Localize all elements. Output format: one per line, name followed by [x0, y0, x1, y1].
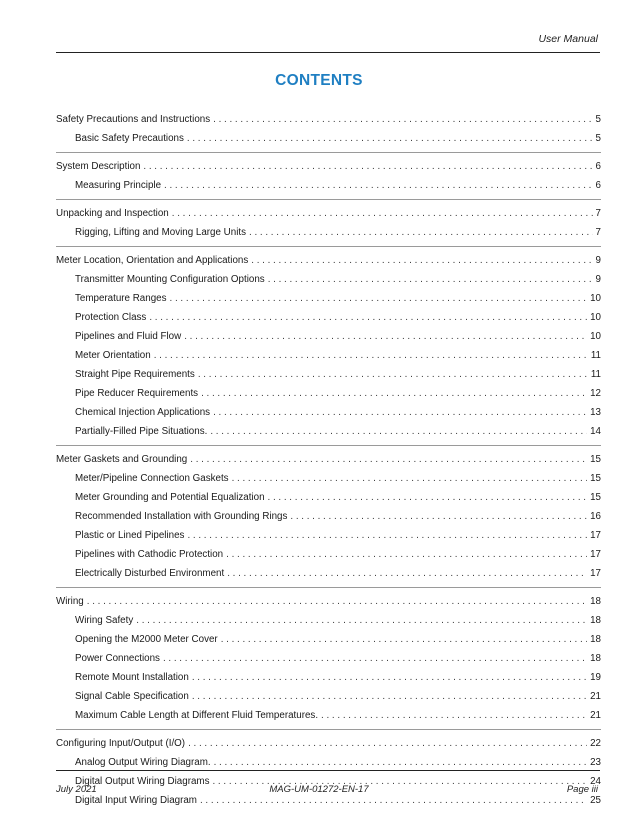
footer-doc-number: MAG-UM-01272-EN-17 [269, 784, 369, 795]
toc-dot-leader [251, 251, 592, 270]
toc-entry-page: 15 [590, 473, 601, 484]
toc-subentry[interactable] [56, 223, 601, 242]
toc-entry-title: Protection Class [75, 312, 147, 323]
toc-subentry[interactable] [56, 176, 601, 195]
toc-entry[interactable] [56, 157, 601, 176]
toc-section [56, 592, 601, 730]
footer-rule [56, 770, 600, 771]
toc-entry-title: Pipelines with Cathodic Protection [75, 549, 224, 560]
toc-entry[interactable] [56, 592, 601, 611]
toc-dot-leader [210, 422, 587, 441]
toc-entry-page: 15 [590, 492, 601, 503]
toc-dot-leader [321, 706, 587, 725]
toc-subentry[interactable] [56, 327, 601, 346]
toc-entry-title: Wiring [56, 596, 84, 607]
toc-entry-page: 25 [590, 795, 601, 806]
toc-dot-leader [187, 129, 593, 148]
toc-entry-page: 21 [590, 691, 601, 702]
toc-entry-title: Pipelines and Fluid Flow [75, 331, 182, 342]
toc-entry-page: 18 [590, 596, 601, 607]
toc-dot-leader [149, 308, 587, 327]
table-of-contents [56, 110, 601, 818]
toc-entry-title: Rigging, Lifting and Moving Large Units [75, 227, 247, 238]
toc-subentry[interactable] [56, 706, 601, 725]
toc-subentry[interactable] [56, 129, 601, 148]
toc-entry-title: Straight Pipe Requirements [75, 369, 195, 380]
toc-entry-title: Measuring Principle [75, 180, 162, 191]
toc-section [56, 204, 601, 247]
toc-entry-page: 16 [590, 511, 601, 522]
toc-entry-page: 14 [590, 426, 601, 437]
toc-entry-title: Transmitter Mounting Configuration Options [75, 274, 265, 285]
toc-subentry[interactable] [56, 289, 601, 308]
toc-entry-title: Meter Grounding and Potential Equalization [75, 492, 265, 503]
toc-entry-title: Plastic or Lined Pipelines [75, 530, 185, 541]
toc-section [56, 734, 601, 814]
toc-entry-title: Partially-Filled Pipe Situations. [75, 426, 208, 437]
toc-entry-page: 11 [590, 350, 601, 361]
toc-entry-page: 18 [590, 615, 601, 626]
toc-subentry[interactable] [56, 526, 601, 545]
toc-entry-page: 6 [595, 161, 601, 172]
toc-entry-page: 7 [595, 208, 601, 219]
toc-subentry[interactable] [56, 403, 601, 422]
toc-subentry[interactable] [56, 488, 601, 507]
toc-section [56, 157, 601, 200]
toc-subentry[interactable] [56, 630, 601, 649]
toc-dot-leader [198, 365, 588, 384]
toc-dot-leader [268, 270, 593, 289]
toc-entry-title: System Description [56, 161, 141, 172]
toc-entry-title: Digital Input Wiring Diagram [75, 795, 197, 806]
toc-entry-title: Meter/Pipeline Connection Gaskets [75, 473, 229, 484]
toc-entry-title: Remote Mount Installation [75, 672, 189, 683]
toc-entry-page: 10 [590, 331, 601, 342]
toc-subentry[interactable] [56, 545, 601, 564]
toc-entry-title: Meter Gaskets and Grounding [56, 454, 188, 465]
toc-entry-page: 7 [595, 227, 601, 238]
toc-entry[interactable] [56, 204, 601, 223]
toc-entry-page: 12 [590, 388, 601, 399]
toc-dot-leader [136, 611, 587, 630]
toc-dot-leader [201, 384, 587, 403]
toc-entry-title: Configuring Input/Output (I/O) [56, 738, 186, 749]
toc-entry-title: Meter Orientation [75, 350, 151, 361]
toc-entry-page: 18 [590, 634, 601, 645]
toc-entry-page: 17 [590, 530, 601, 541]
toc-subentry[interactable] [56, 507, 601, 526]
toc-entry-page: 9 [595, 274, 601, 285]
toc-entry-title: Safety Precautions and Instructions [56, 114, 211, 125]
toc-entry-title: Power Connections [75, 653, 160, 664]
toc-subentry[interactable] [56, 346, 601, 365]
toc-entry-page: 5 [595, 133, 601, 144]
toc-section [56, 110, 601, 153]
toc-entry-page: 5 [595, 114, 601, 125]
toc-entry-page: 11 [590, 369, 601, 380]
toc-dot-leader [232, 469, 588, 488]
toc-entry-title: Wiring Safety [75, 615, 134, 626]
footer-page-number: Page iii [566, 784, 598, 795]
toc-entry-title: Temperature Ranges [75, 293, 167, 304]
toc-dot-leader [170, 289, 588, 308]
toc-dot-leader [154, 346, 588, 365]
toc-entry-page: 23 [590, 757, 601, 768]
header-label: User Manual [538, 33, 598, 45]
toc-entry-page: 6 [595, 180, 601, 191]
toc-entry[interactable] [56, 450, 601, 469]
toc-dot-leader [187, 526, 587, 545]
toc-dot-leader [268, 488, 588, 507]
toc-subentry[interactable] [56, 469, 601, 488]
toc-subentry[interactable] [56, 365, 601, 384]
toc-section [56, 251, 601, 446]
toc-entry-page: 10 [590, 312, 601, 323]
toc-dot-leader [249, 223, 593, 242]
toc-entry-page: 18 [590, 653, 601, 664]
toc-entry-page: 17 [590, 568, 601, 579]
toc-dot-leader [172, 204, 593, 223]
toc-entry-page: 17 [590, 549, 601, 560]
toc-dot-leader [163, 649, 587, 668]
toc-dot-leader [290, 507, 587, 526]
toc-dot-leader [184, 327, 587, 346]
toc-dot-leader [226, 545, 587, 564]
toc-entry-title: Analog Output Wiring Diagram. [75, 757, 211, 768]
toc-dot-leader [213, 403, 587, 422]
toc-dot-leader [188, 734, 587, 753]
footer-date: July 2021 [56, 784, 97, 795]
toc-entry-title: Recommended Installation with Grounding Rings [75, 511, 288, 522]
toc-dot-leader [221, 630, 587, 649]
toc-subentry[interactable] [56, 611, 601, 630]
toc-entry-title: Electrically Disturbed Environment [75, 568, 225, 579]
toc-entry-title: Chemical Injection Applications [75, 407, 211, 418]
toc-entry-page: 13 [590, 407, 601, 418]
toc-subentry[interactable] [56, 270, 601, 289]
toc-entry[interactable] [56, 251, 601, 270]
toc-entry-title: Unpacking and Inspection [56, 208, 169, 219]
toc-entry-title: Digital Output Wiring Diagrams [75, 776, 210, 787]
toc-entry[interactable] [56, 110, 601, 129]
toc-entry-page: 15 [590, 454, 601, 465]
toc-entry-title: Meter Location, Orientation and Applications [56, 255, 249, 266]
toc-subentry[interactable] [56, 564, 601, 583]
toc-dot-leader [213, 110, 592, 129]
toc-subentry[interactable] [56, 649, 601, 668]
toc-dot-leader [192, 668, 587, 687]
toc-dot-leader [87, 592, 587, 611]
toc-entry-title: Opening the M2000 Meter Cover [75, 634, 218, 645]
header-rule [56, 52, 600, 53]
toc-dot-leader [227, 564, 587, 583]
toc-subentry[interactable] [56, 308, 601, 327]
page-title: CONTENTS [275, 72, 363, 89]
toc-subentry[interactable] [56, 668, 601, 687]
toc-dot-leader [164, 176, 593, 195]
toc-entry-page: 19 [590, 672, 601, 683]
toc-dot-leader [192, 687, 587, 706]
toc-entry-page: 21 [590, 710, 601, 721]
toc-entry-title: Pipe Reducer Requirements [75, 388, 199, 399]
toc-entry-title: Maximum Cable Length at Different Fluid Temperatures. [75, 710, 319, 721]
toc-dot-leader [190, 450, 587, 469]
toc-entry-page: 10 [590, 293, 601, 304]
toc-entry[interactable] [56, 734, 601, 753]
toc-entry-page: 9 [595, 255, 601, 266]
toc-subentry[interactable] [56, 422, 601, 441]
toc-entry-title: Signal Cable Specification [75, 691, 189, 702]
toc-section [56, 450, 601, 588]
toc-subentry[interactable] [56, 384, 601, 403]
toc-dot-leader [143, 157, 592, 176]
toc-subentry[interactable] [56, 687, 601, 706]
toc-entry-page: 22 [590, 738, 601, 749]
toc-entry-page: 24 [590, 776, 601, 787]
toc-entry-title: Basic Safety Precautions [75, 133, 184, 144]
